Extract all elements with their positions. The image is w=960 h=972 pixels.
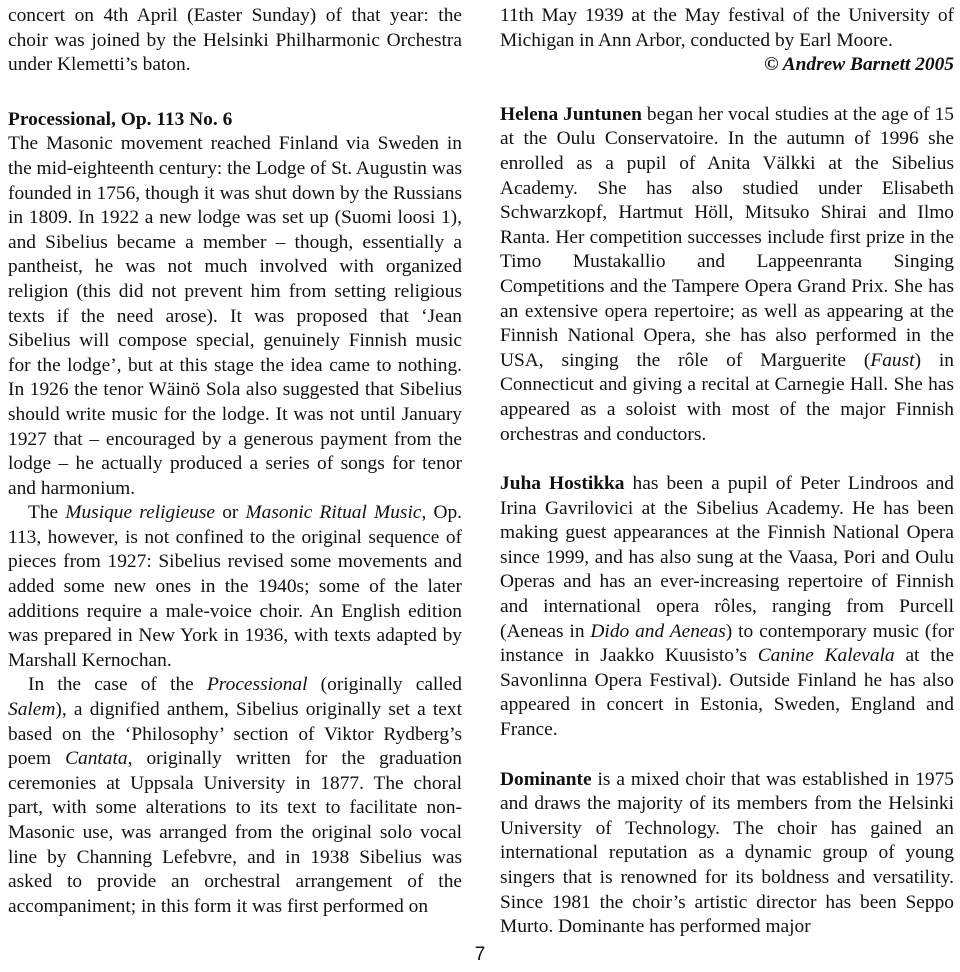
bio-helena-juntunen: Helena Juntunen began her vocal studies at the age of 15 at the Oulu Conservatoire. In the autumn of 1996 she enrolled as a pupil of Anita Välkki at the Sibelius Academy. She has also studied under Elisabeth Schwarzkopf, Hartmut Höll, Mitsuko Shirai and Ilmo Ranta. Her competition successes include first prize in the Timo Mustakallio and Lappeenranta Singing Competitions and the Tampere Opera Grand Prix. She has an extensive opera repertoire; as well as appearing at the Finnish National Opera, she has also performed in the USA, singing the rôle of Marguerite (Faust) in Connecticut and giving a recital at Carnegie Hall. She has appeared as a soloist with most of the major Finnish orchestras and conductors. <box>500 103 955 445</box>
paragraph-musique: The Musique religieuse or Masonic Ritual Music, Op. 113, however, is not confined to the original sequence of pieces from 1927: Sibelius revised some movements and added some new ones in the 1940s; some of the later additions require a male-voice choir. An English edition was prepared in New York in 1936, with texts adapted by Marshall Kernochan. <box>8 502 463 671</box>
copyright-signature: © Andrew Barnett 2005 <box>764 54 954 76</box>
right-column <box>500 4 954 940</box>
bio-dominante: Dominante is a mixed choir that was established in 1975 and draws the majority of its members from the Helsinki University of Technology. The choir has gained an international reputation as a dynamic group of young singers that is renowned for its boldness and versatility. Since 1981 the choir’s artistic director has been Seppo Murto. Dominante has performed major <box>500 768 954 938</box>
processional-section: Processional, Op. 113 No. 6 The Masonic movement reached Finland via Sweden in the mid-eighteenth century: the Lodge of St. Augustin was founded in 1756, though it was shut down by the Russians in 1809. In 1922 a new lodge was set up (Suomi loosi 1), and Sibelius became a member – though, essentially a pantheist, he was not much involved with organized religion (this did not prevent him from setting religious texts if the need arose). It was proposed that ‘Jean Sibelius will compose special, genuinely Finnish music for the lodge’, but at this stage the idea came to nothing. In 1926 the tenor Wäinö Sola also suggested that Sibelius should write music for the lodge. It was not until January 1927 that – encouraged by a generous payment from the lodge – he actually produced a series of songs for tenor and harmonium. <box>8 108 462 499</box>
intro-paragraph: concert on 4th April (Easter Sunday) of that year: the choir was joined by the Helsinki Philharmonic Orchestra under Klemetti’s baton. <box>8 5 462 76</box>
paragraph-processional: In the case of the Processional (originally called Salem), a dignified anthem, Sibelius originally set a text based on the ‘Philosophy’ section of Viktor Rydberg’s poem Cantata, originally written for the graduation ceremonies at Uppsala University in 1877. The choral part, with some alterations to its text to facilitate non-Masonic use, was arranged from the original solo vocal line by Channing Lefebvre, and in 1938 Sibelius was asked to provide an orchestral arrangement of the accompaniment; in this form it was first performed on <box>8 674 462 917</box>
bio-juha-hostikka: Juha Hostikka has been a pupil of Peter Lindroos and Irina Gavrilovici at the Sibelius Academy. He has been making guest appearances at the Finnish National Opera since 1999, and has also sung at the Vaasa, Pori and Oulu Operas and has an ever-increasing repertoire of Finnish and international opera rôles, ranging from Purcell (Aeneas in Dido and Aeneas) to contemporary music (for instance in Jaakko Kuusisto’s Canine Kalevala at the Savonlinna Opera Festival). Outside Finland he has also appeared in concert in Estonia, Sweden, England and France. <box>500 473 954 741</box>
left-column <box>8 4 462 919</box>
intro-paragraph-right: 11th May 1939 at the May festival of the University of Michigan in Ann Arbor, conducted by Earl Moore. <box>500 5 954 51</box>
page-number: 7 <box>474 944 486 965</box>
section-heading: Processional, Op. 113 No. 6 <box>8 108 233 130</box>
